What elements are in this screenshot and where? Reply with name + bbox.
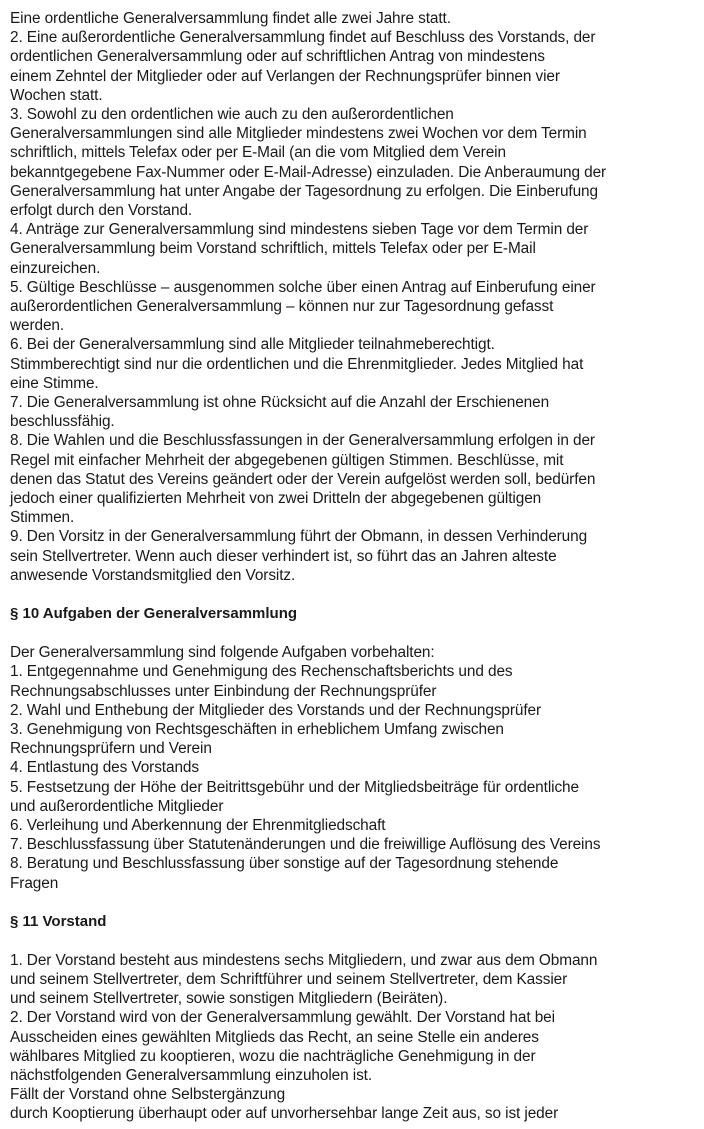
section10-item-7: 7. Beschlussfassung über Statutenänderungen und die freiwillige Auflösung des Vereins [10, 836, 601, 854]
section9-item-1: Eine ordentliche Generalversammlung findet alle zwei Jahre statt. [10, 10, 451, 27]
section10-item-5: 5. Festsetzung der Höhe der Beitrittsgebühr und der Mitgliedsbeiträge für ordentliche und außerordentliche Mitglieder [10, 778, 579, 815]
section9-item-8: 8. Die Wahlen und die Beschlussfassungen in der Generalversammlung erfolgen in der Regel mit einfacher Mehrheit der abgegebenen gültigen Stimmen. Beschlüsse, mit denen das Statut des Vereins geändert oder der Verein aufgelöst werden soll, bedürfen jedoch einer qualifizierten Mehrheit von zwei Dritteln der abgegebenen gültigen Stimmen. [10, 432, 596, 527]
section11-body [10, 951, 694, 1124]
section9-item-7: 7. Die Generalversammlung ist ohne Rücksicht auf die Anzahl der Erschienenen beschlussfähig. [10, 394, 550, 431]
section10-heading: § 10 Aufgaben der Generalversammlung [10, 605, 298, 623]
section9-item-9: 9. Den Vorsitz in der Generalversammlung führt der Obmann, in dessen Verhinderung sein Stellvertreter. Wenn auch dieser verhindert ist, so führt das an Jahren alteste anwesende Vorstandsmitglied den Vorsitz. [10, 528, 588, 584]
section10-body [10, 643, 694, 893]
section9-item-5: 5. Gültige Beschlüsse – ausgenommen solche über einen Antrag auf Einberufung einer außerordentlichen Generalversammlung – können nur zur Tagesordnung gefasst werden. [10, 278, 596, 335]
section11-item-1: 1. Der Vorstand besteht aus mindestens sechs Mitgliedern, und zwar aus dem Obmann und seinem Stellvertreter, dem Schriftführer und seinem Stellvertreter, dem Kassier und seinem Stellvertreter, sowie sonstigen Mitgliedern (Beiräten). [10, 951, 598, 1008]
section11-heading: § 11 Vorstand [10, 912, 107, 930]
section9-item-4: 4. Anträge zur Generalversammlung sind mindestens sieben Tage vor dem Termin der Generalversammlung beim Vorstand schriftlich, mittels Telefax oder per E-Mail einzureichen. [10, 221, 589, 277]
section9-list [10, 9, 694, 585]
section9-item-3: 3. Sowohl zu den ordentlichen wie auch zu den außerordentlichen Generalversammlungen sind alle Mitglieder mindestens zwei Wochen vor dem Termin schriftlich, mittels Telefax oder per E-Mail (an die vom Mitglied dem Verein bekanntgegebene Fax-Nummer oder E-Mail-Adresse) einzuladen. Die Anberaumung der Generalversammlung hat unter Angabe der Tagesordnung zu erfolgen. Die Einberufung erfolgt durch den Vorstand. [10, 106, 607, 220]
section10-item-8: 8. Beratung und Beschlussfassung über sonstige auf der Tagesordnung stehende Fragen [10, 855, 559, 892]
section11-item-2: 2. Der Vorstand wird von der Generalversammlung gewählt. Der Vorstand hat bei Ausscheiden eines gewählten Mitglieds das Recht, an seine Stelle ein anderes wählbares Mitglied zu kooptieren, wozu die nachträgliche Genehmigung in der nächstfolgenden Generalversammlung einzuholen ist. Fällt der Vorstand ohne Selbstergänzung durch Kooptierung überhaupt oder auf unvorhersehbar lange Zeit aus, so ist jeder [10, 1009, 559, 1123]
section10-item-4: 4. Entlastung des Vorstands [10, 759, 199, 777]
section9-item-2: 2. Eine außerordentliche Generalversammlung findet auf Beschluss des Vorstands, der ordentlichen Generalversammlung oder auf schriftlichen Antrag von mindestens einem Zehntel der Mitglieder oder auf Verlangen der Rechnungsprüfer binnen vier Wochen statt. [10, 29, 596, 104]
section9-item-6: 6. Bei der Generalversammlung sind alle Mitglieder teilnahmeberechtigt. Stimmberechtigt sind nur die ordentlichen und die Ehrenmitglieder. Jedes Mitglied hat eine Stimme. [10, 336, 584, 392]
section10-item-3: 3. Genehmigung von Rechtsgeschäften in erheblichem Umfang zwischen Rechnungsprüfern und Verein [10, 720, 504, 758]
section10-intro: Der Generalversammlung sind folgende Aufgaben vorbehalten: [10, 644, 435, 662]
section10-item-1: 1. Entgegennahme und Genehmigung des Rechenschaftsberichts und des Rechnungsabschlusses unter Einbindung der Rechnungsprüfer [10, 663, 513, 700]
section10-item-6: 6. Verleihung und Aberkennung der Ehrenmitgliedschaft [10, 816, 386, 834]
section10-item-2: 2. Wahl und Enthebung der Mitglieder des Vorstands und der Rechnungsprüfer [10, 701, 542, 719]
